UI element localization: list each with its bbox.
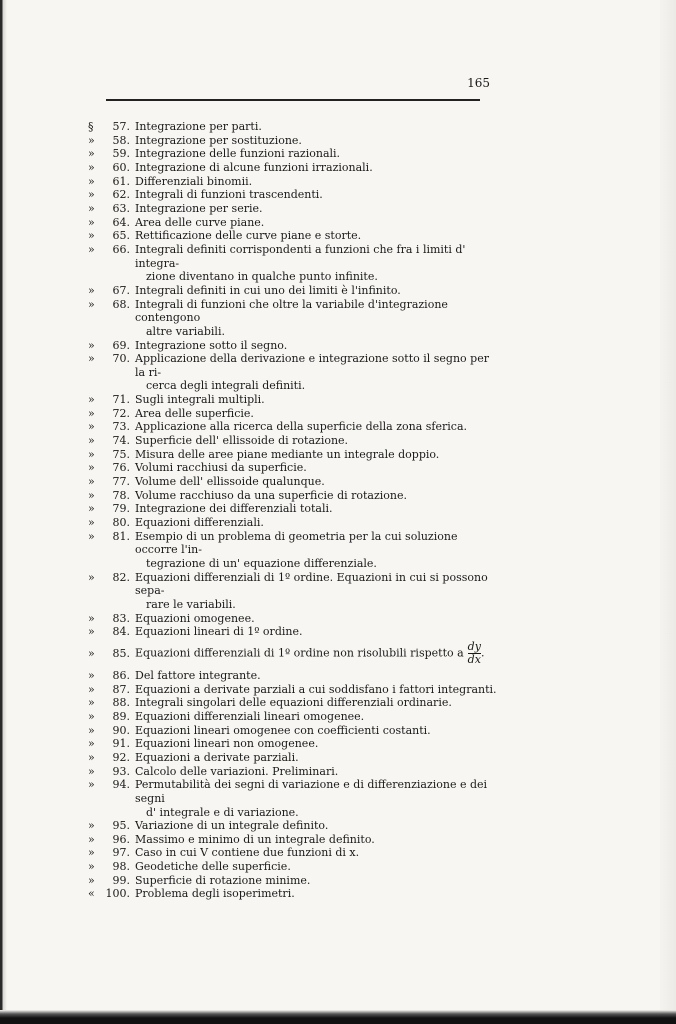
toc-entry <box>88 161 498 175</box>
toc-mark: » <box>88 846 95 860</box>
toc-title-line: Integrali di funzioni che oltre la variabile d'integrazione contengono <box>135 297 448 325</box>
toc-mark: » <box>88 611 95 625</box>
toc-mark: » <box>88 420 95 434</box>
page-bottom-edge <box>0 1010 676 1024</box>
header-rule <box>106 99 480 101</box>
toc-title-line: Integrazione per parti. <box>135 120 262 133</box>
toc-title-line: Equazioni lineari di 1º ordine. <box>135 625 303 639</box>
toc-title-line: Integrali definiti corrispondenti a funzioni che fra i limiti d' integra- <box>135 242 466 270</box>
toc-entry <box>88 860 498 874</box>
toc-section-number: 74. <box>112 434 130 448</box>
toc-entry <box>88 188 498 202</box>
toc-section-number: 63. <box>112 201 130 215</box>
toc-title-continuation: altre variabili. <box>146 324 225 338</box>
toc-section-number: 94. <box>112 778 130 792</box>
toc-mark: » <box>88 860 95 874</box>
toc-section-number: 88. <box>112 696 130 710</box>
toc-title <box>130 243 498 270</box>
toc-title <box>130 352 498 379</box>
toc-title-line: Sugli integrali multipli. <box>135 393 265 407</box>
toc-entry <box>88 475 498 489</box>
fraction-denominator: dx <box>467 652 481 666</box>
toc-title <box>130 887 498 901</box>
toc-title-line: Volumi racchiusi da superficie. <box>135 461 307 475</box>
toc-title-line: Volume dell' ellissoide qualunque. <box>135 475 325 489</box>
toc-mark: » <box>88 516 95 530</box>
toc-title <box>130 683 498 697</box>
toc-mark: » <box>88 778 95 792</box>
toc-title-line: Applicazione alla ricerca della superficie della zona sferica. <box>135 420 467 434</box>
toc-title-line: Area delle superficie. <box>135 406 254 420</box>
fraction-numerator: dy <box>467 639 481 653</box>
toc-section-number: 66. <box>112 242 130 256</box>
toc-entry <box>88 175 498 189</box>
toc-entry <box>88 434 498 448</box>
toc-section-number: 72. <box>112 406 130 420</box>
toc-entry <box>88 819 498 833</box>
toc-entry <box>88 683 498 697</box>
toc-mark: » <box>88 160 95 174</box>
fraction-dy-dx <box>468 641 481 666</box>
toc-section-number: 70. <box>112 352 130 366</box>
toc-mark: » <box>88 338 95 352</box>
page-left-edge <box>0 0 7 1024</box>
toc-title-line: Variazione di un integrale definito. <box>135 819 329 833</box>
toc-mark: » <box>88 447 95 461</box>
toc-mark: » <box>88 406 95 420</box>
toc-section-number: 84. <box>112 625 130 639</box>
toc-title-line: Equazioni omogenee. <box>135 611 255 625</box>
toc-title <box>130 737 498 751</box>
toc-section-number: 75. <box>112 447 130 461</box>
toc-section-number: 82. <box>112 570 130 584</box>
toc-mark: » <box>88 488 95 502</box>
toc-title <box>130 298 498 325</box>
toc-title <box>130 188 498 202</box>
toc-title <box>130 434 498 448</box>
toc-mark: » <box>88 646 95 660</box>
toc-mark: » <box>88 625 95 639</box>
toc-title <box>130 284 498 298</box>
toc-title-line: Differenziali binomii. <box>135 174 253 188</box>
toc-title-line: Equazioni differenziali di 1º ordine non risolubili rispetto a <box>135 646 464 660</box>
toc-title <box>130 765 498 779</box>
toc-title-line: Equazioni a derivate parziali a cui soddisfano i fattori integranti. <box>135 682 497 696</box>
toc-section-number: 95. <box>112 819 130 833</box>
toc-title-continuation: d' integrale e di variazione. <box>146 805 299 819</box>
toc-entry <box>88 407 498 421</box>
toc-title-line: Applicazione della derivazione e integrazione sotto il segno per la ri- <box>135 352 489 379</box>
toc-entry <box>88 625 498 639</box>
toc-title-line: Area delle curve piane. <box>135 215 265 229</box>
toc-entry <box>88 641 498 666</box>
toc-section-number: 62. <box>112 188 130 202</box>
toc-title-line: Caso in cui V contiene due funzioni di x. <box>135 846 360 860</box>
toc-section-number: 85. <box>112 646 130 660</box>
toc-title-line: Del fattore integrante. <box>135 668 261 682</box>
toc-title-line: Integrazione per sostituzione. <box>135 133 302 147</box>
toc-section-number: 90. <box>112 723 130 737</box>
toc-title <box>130 502 498 516</box>
toc-title <box>130 819 498 833</box>
toc-title-line: Integrazione dei differenziali totali. <box>135 502 333 516</box>
toc-title <box>130 860 498 874</box>
toc-title <box>130 202 498 216</box>
toc-title <box>130 696 498 710</box>
toc-mark: » <box>88 283 95 297</box>
toc-entry <box>88 352 498 379</box>
toc-mark: » <box>88 147 95 161</box>
toc-title-line: Equazioni lineari non omogenee. <box>135 737 319 751</box>
toc-mark: » <box>88 201 95 215</box>
toc-title <box>130 339 498 353</box>
toc-title-line: Equazioni a derivate parziali. <box>135 750 299 764</box>
toc-entry <box>88 461 498 475</box>
toc-title-line: Equazioni differenziali lineari omogenee. <box>135 709 365 723</box>
toc-section-number: 76. <box>112 461 130 475</box>
toc-title-line: Integrazione delle funzioni razionali. <box>135 147 341 161</box>
toc-entry <box>88 298 498 325</box>
toc-entry <box>88 147 498 161</box>
toc-title-line: Superficie dell' ellissoide di rotazione. <box>135 434 349 448</box>
toc-title-line: Problema degli isoperimetri. <box>135 887 295 901</box>
toc-mark: » <box>88 570 95 584</box>
toc-mark: » <box>88 709 95 723</box>
toc-section-number: 73. <box>112 420 130 434</box>
toc-title <box>130 147 498 161</box>
toc-mark: » <box>88 242 95 256</box>
toc-section-number: 77. <box>112 475 130 489</box>
toc-title <box>130 420 498 434</box>
toc-section-number: 57. <box>112 120 130 133</box>
toc-title <box>130 669 498 683</box>
toc-title <box>130 475 498 489</box>
toc-entry <box>88 846 498 860</box>
toc-mark: » <box>88 133 95 147</box>
toc-mark: » <box>88 393 95 407</box>
toc-entry <box>88 571 498 598</box>
page-number: 165 <box>467 76 490 90</box>
page-right-edge <box>660 0 676 1024</box>
toc-title-line: Massimo e minimo di un integrale definito. <box>135 832 375 846</box>
toc-title <box>130 641 498 666</box>
toc-entry <box>88 202 498 216</box>
toc-title-line: Integrali definiti in cui uno dei limiti è l'infinito. <box>135 283 401 297</box>
toc-entry <box>88 778 498 805</box>
toc-title <box>130 461 498 475</box>
toc-entry <box>88 420 498 434</box>
toc-mark: » <box>88 819 95 833</box>
toc-entry <box>88 737 498 751</box>
toc-entry <box>88 612 498 626</box>
toc-entry <box>88 710 498 724</box>
toc-mark: » <box>88 188 95 202</box>
toc-entry <box>88 229 498 243</box>
toc-section-number: 64. <box>112 215 130 229</box>
toc-entry <box>88 669 498 683</box>
toc-title <box>130 612 498 626</box>
toc-section-number: 79. <box>112 502 130 516</box>
toc-title <box>130 516 498 530</box>
toc-entry <box>88 243 498 270</box>
toc-section-number: 83. <box>112 611 130 625</box>
toc-title-continuation: cerca degli integrali definiti. <box>146 379 306 393</box>
toc-section-number: 89. <box>112 709 130 723</box>
toc-section-number: 65. <box>112 229 130 243</box>
toc-section-number: 99. <box>112 873 130 887</box>
toc-title-line: Geodetiche delle superficie. <box>135 860 291 874</box>
toc-section-number: 93. <box>112 764 130 778</box>
toc-section-number: 61. <box>112 174 130 188</box>
toc-entry <box>88 489 498 503</box>
toc-title <box>130 530 498 557</box>
toc-mark: » <box>88 174 95 188</box>
toc-entry <box>88 751 498 765</box>
toc-mark: » <box>88 737 95 751</box>
toc-entry <box>88 120 498 134</box>
toc-title <box>130 710 498 724</box>
toc-mark: » <box>88 461 95 475</box>
toc-entry <box>88 448 498 462</box>
toc-mark: » <box>88 502 95 516</box>
toc-title-continuation: tegrazione di un' equazione differenziale. <box>146 557 377 570</box>
toc-title-line: Integrali singolari delle equazioni differenziali ordinarie. <box>135 696 452 710</box>
toc-title-line: Esempio di un problema di geometria per la cui soluzione occorre l'in- <box>135 529 458 557</box>
toc-mark: » <box>88 529 95 543</box>
toc-title <box>130 625 498 639</box>
toc-section-number: 80. <box>112 516 130 530</box>
toc-mark: » <box>88 668 95 682</box>
toc-section-number: 71. <box>112 393 130 407</box>
toc-entry <box>88 393 498 407</box>
toc-title-line: Integrazione di alcune funzioni irrazionali. <box>135 160 373 174</box>
toc-entry <box>88 530 498 557</box>
toc-title <box>130 120 498 134</box>
toc-title <box>130 216 498 230</box>
toc-entry <box>88 833 498 847</box>
toc-title-line: Equazioni differenziali di 1º ordine. Equazioni in cui si possono sepa- <box>135 570 488 598</box>
toc-entry <box>88 134 498 148</box>
toc-title <box>130 489 498 503</box>
toc-title-line: Rettificazione delle curve piane e storte. <box>135 229 362 243</box>
toc-title-line: Misura delle aree piane mediante un integrale doppio. <box>135 447 440 461</box>
toc-section-number: 59. <box>112 147 130 161</box>
toc-title-continuation: zione diventano in qualche punto infinite. <box>146 270 378 284</box>
toc-entry <box>88 284 498 298</box>
toc-section-number: 67. <box>112 283 130 297</box>
toc-entry <box>88 696 498 710</box>
toc-title <box>130 724 498 738</box>
toc-section-number: 86. <box>112 668 130 682</box>
toc-mark: « <box>88 887 95 901</box>
toc-section-number: 97. <box>112 846 130 860</box>
toc-mark: § <box>88 120 94 133</box>
toc-mark: » <box>88 475 95 489</box>
toc-title <box>130 751 498 765</box>
toc-entry <box>88 216 498 230</box>
toc-title-continuation: rare le variabili. <box>146 597 236 611</box>
toc-title-line: Volume racchiuso da una superficie di rotazione. <box>135 488 408 502</box>
toc-title-line: Equazioni lineari omogenee con coefficienti costanti. <box>135 723 431 737</box>
toc-entry <box>88 339 498 353</box>
toc-title-line: Equazioni differenziali. <box>135 516 264 530</box>
toc-entry <box>88 516 498 530</box>
toc-section-number: 68. <box>112 297 130 311</box>
toc-mark: » <box>88 352 95 366</box>
toc-title-line: Integrazione per serie. <box>135 201 263 215</box>
toc-title-line: Integrazione sotto il segno. <box>135 338 288 352</box>
fraction-period: . <box>480 646 485 660</box>
toc-title-line: Permutabilità dei segni di variazione e di differenziazione e dei segni <box>135 778 488 805</box>
toc-mark: » <box>88 832 95 846</box>
toc-title-line: Superficie di rotazione minime. <box>135 873 311 887</box>
toc-section-number: 78. <box>112 488 130 502</box>
table-of-contents <box>88 120 498 901</box>
toc-title <box>130 407 498 421</box>
toc-entry <box>88 765 498 779</box>
toc-section-number: 69. <box>112 338 130 352</box>
toc-title <box>130 778 498 805</box>
toc-section-number: 60. <box>112 160 130 174</box>
toc-section-number: 58. <box>112 133 130 147</box>
toc-title <box>130 874 498 888</box>
toc-section-number: 98. <box>112 860 130 874</box>
toc-mark: » <box>88 297 95 311</box>
toc-title <box>130 134 498 148</box>
toc-title-line: Calcolo delle variazioni. Preliminari. <box>135 764 339 778</box>
toc-section-number: 92. <box>112 750 130 764</box>
toc-title <box>130 846 498 860</box>
toc-entry <box>88 887 498 901</box>
toc-title <box>130 175 498 189</box>
toc-mark: » <box>88 873 95 887</box>
toc-section-number: 81. <box>112 529 130 543</box>
toc-mark: » <box>88 215 95 229</box>
toc-title <box>130 833 498 847</box>
toc-entry <box>88 502 498 516</box>
toc-mark: » <box>88 764 95 778</box>
toc-entry <box>88 724 498 738</box>
toc-mark: » <box>88 229 95 243</box>
toc-section-number: 100. <box>105 887 130 901</box>
toc-mark: » <box>88 750 95 764</box>
toc-section-number: 96. <box>112 832 130 846</box>
toc-mark: » <box>88 434 95 448</box>
toc-title <box>130 229 498 243</box>
toc-title <box>130 571 498 598</box>
toc-title <box>130 161 498 175</box>
toc-mark: » <box>88 723 95 737</box>
toc-entry <box>88 874 498 888</box>
toc-mark: » <box>88 682 95 696</box>
toc-mark: » <box>88 696 95 710</box>
toc-title <box>130 448 498 462</box>
toc-title <box>130 393 498 407</box>
toc-title-line: Integrali di funzioni trascendenti. <box>135 188 323 202</box>
toc-section-number: 87. <box>112 682 130 696</box>
toc-section-number: 91. <box>112 737 130 751</box>
